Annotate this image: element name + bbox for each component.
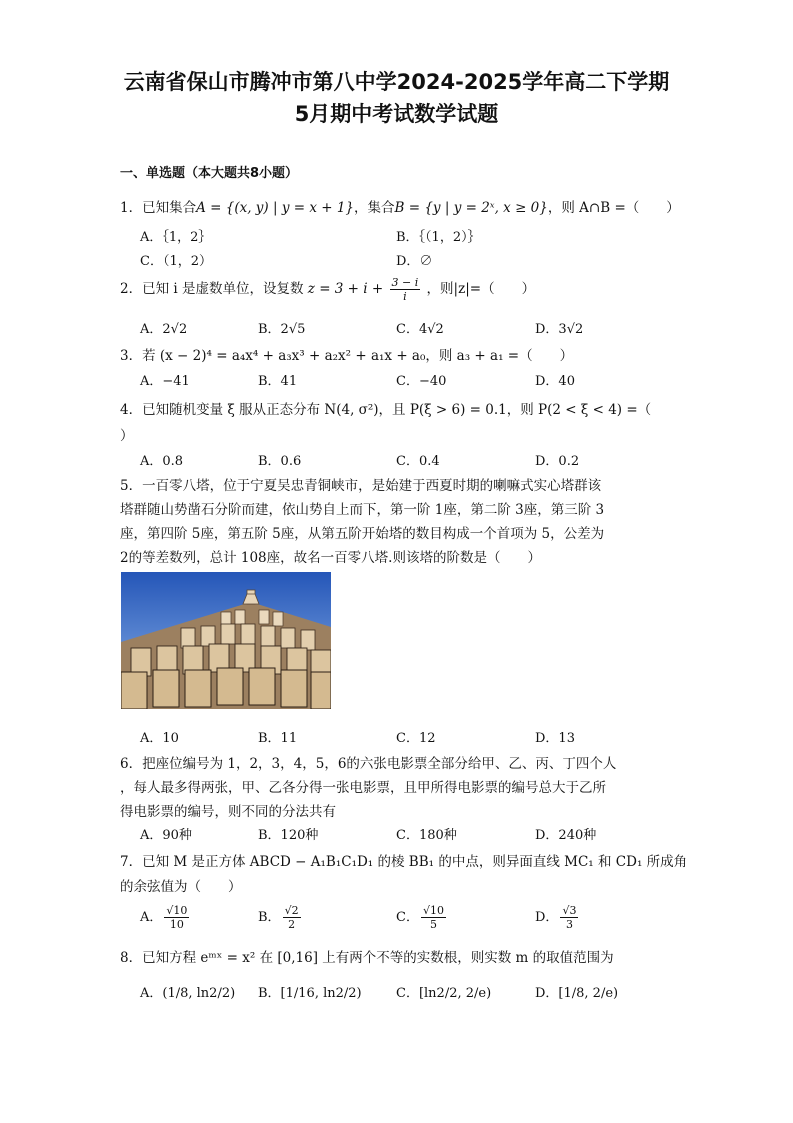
- question-6-line2: ，每人最多得两张，甲、乙各分得一张电影票，且甲所得电影票的编号总大于乙所: [120, 780, 606, 796]
- question-5-line4: 2的等差数列，总计 108座，故名一百零八塔.则该塔的阶数是（ ）: [120, 550, 541, 566]
- question-1: 1．已知集合A = {(x, y) | y = x + 1}，集合B = {y | y = 2ˣ, x ≥ 0}，则 A∩B =（ ）: [120, 200, 680, 216]
- question-5-line3: 座，第四阶 5座，第五阶 5座，从第五阶开始塔的数目构成一个首项为 5，公差为: [120, 526, 605, 542]
- document-title-line1: 云南省保山市腾冲市第八中学2024-2025学年高二下学期: [123, 70, 670, 94]
- q1-option-a: A．｛1，2｝: [140, 230, 212, 245]
- q4-option-d: D．0.2: [535, 454, 580, 469]
- q8-option-b: B．[1/16, ln2/2): [258, 986, 362, 1001]
- question-4: 4．已知随机变量 ξ 服从正态分布 N(4, σ²)，且 P(ξ > 6) = 0.1，则 P(2 < ξ < 4) =（: [120, 402, 652, 418]
- q5-option-b: B．11: [258, 731, 298, 746]
- q4-option-c: C．0.4: [396, 454, 440, 469]
- question-2: 2．已知 i 是虚数单位，设复数 z = 3 + i + $\frac{3 - i}{i}$ ，则|z|=（ ）: [120, 276, 536, 303]
- q1-option-d: D．∅: [396, 254, 433, 269]
- q7-option-a: A． $\frac{√10}{10}$: [140, 904, 188, 931]
- q1-option-c: C．（1，2）: [140, 254, 212, 269]
- document-title-line2: 5月期中考试数学试题: [294, 102, 499, 126]
- q4-option-b: B．0.6: [258, 454, 302, 469]
- q2-option-a: A．2√2: [140, 322, 188, 337]
- question-4-cont: ）: [120, 428, 134, 444]
- q3-option-a: A．−41: [140, 374, 190, 389]
- question-6-line3: 得电影票的编号，则不同的分法共有: [120, 804, 336, 820]
- q6-option-c: C．180种: [396, 828, 457, 843]
- q7-option-c: C． $\frac{√10}{5}$: [396, 904, 444, 931]
- q6-option-a: A．90种: [140, 828, 192, 843]
- q7-option-d: D． $\frac{√3}{3}$: [535, 904, 577, 931]
- q4-option-a: A．0.8: [140, 454, 184, 469]
- q2-fraction: $\frac{3 - i}{i}$: [391, 276, 419, 303]
- question-6-line1: 6．把座位编号为 1，2，3，4，5，6的六张电影票全部分给甲、乙、丙、丁四个人: [120, 756, 617, 772]
- q3-option-d: D．40: [535, 374, 575, 389]
- pagoda-photo: [121, 572, 331, 709]
- q6-option-b: B．120种: [258, 828, 319, 843]
- q2-option-c: C．4√2: [396, 322, 444, 337]
- q3-option-c: C．−40: [396, 374, 447, 389]
- q2-option-b: B．2√5: [258, 322, 306, 337]
- q5-option-c: C．12: [396, 731, 436, 746]
- question-3: 3．若 (x − 2)⁴ = a₄x⁴ + a₃x³ + a₂x² + a₁x + a₀，则 a₃ + a₁ =（ ）: [120, 348, 574, 364]
- question-8: 8．已知方程 eᵐˣ = x² 在 [0,16] 上有两个不等的实数根，则实数 m 的取值范围为: [120, 950, 614, 966]
- q8-option-a: A．(1/8, ln2/2): [140, 986, 236, 1001]
- q7-option-b: B． $\frac{√2}{2}$: [258, 904, 299, 931]
- q5-option-d: D．13: [535, 731, 575, 746]
- q2-option-d: D．3√2: [535, 322, 584, 337]
- q6-option-d: D．240种: [535, 828, 597, 843]
- q8-option-c: C．[ln2/2, 2/e): [396, 986, 492, 1001]
- question-5-line2: 塔群随山势凿石分阶而建，依山势自上而下，第一阶 1座，第二阶 3座，第三阶 3: [120, 502, 605, 518]
- q5-option-a: A．10: [140, 731, 179, 746]
- q1-option-b: B．｛（1，2）｝: [396, 230, 481, 245]
- question-7-line1: 7．已知 M 是正方体 ABCD − A₁B₁C₁D₁ 的棱 BB₁ 的中点，则异面直线 MC₁ 和 CD₁ 所成角: [120, 854, 688, 870]
- q3-option-b: B．41: [258, 374, 298, 389]
- question-5-line1: 5．一百零八塔，位于宁夏吴忠青铜峡市，是始建于西夏时期的喇嘛式实心塔群该: [120, 478, 602, 494]
- question-7-line2: 的余弦值为（ ）: [120, 879, 242, 895]
- section-heading: 一、单选题（本大题共8小题）: [120, 166, 299, 181]
- q8-option-d: D．[1/8, 2/e): [535, 986, 619, 1001]
